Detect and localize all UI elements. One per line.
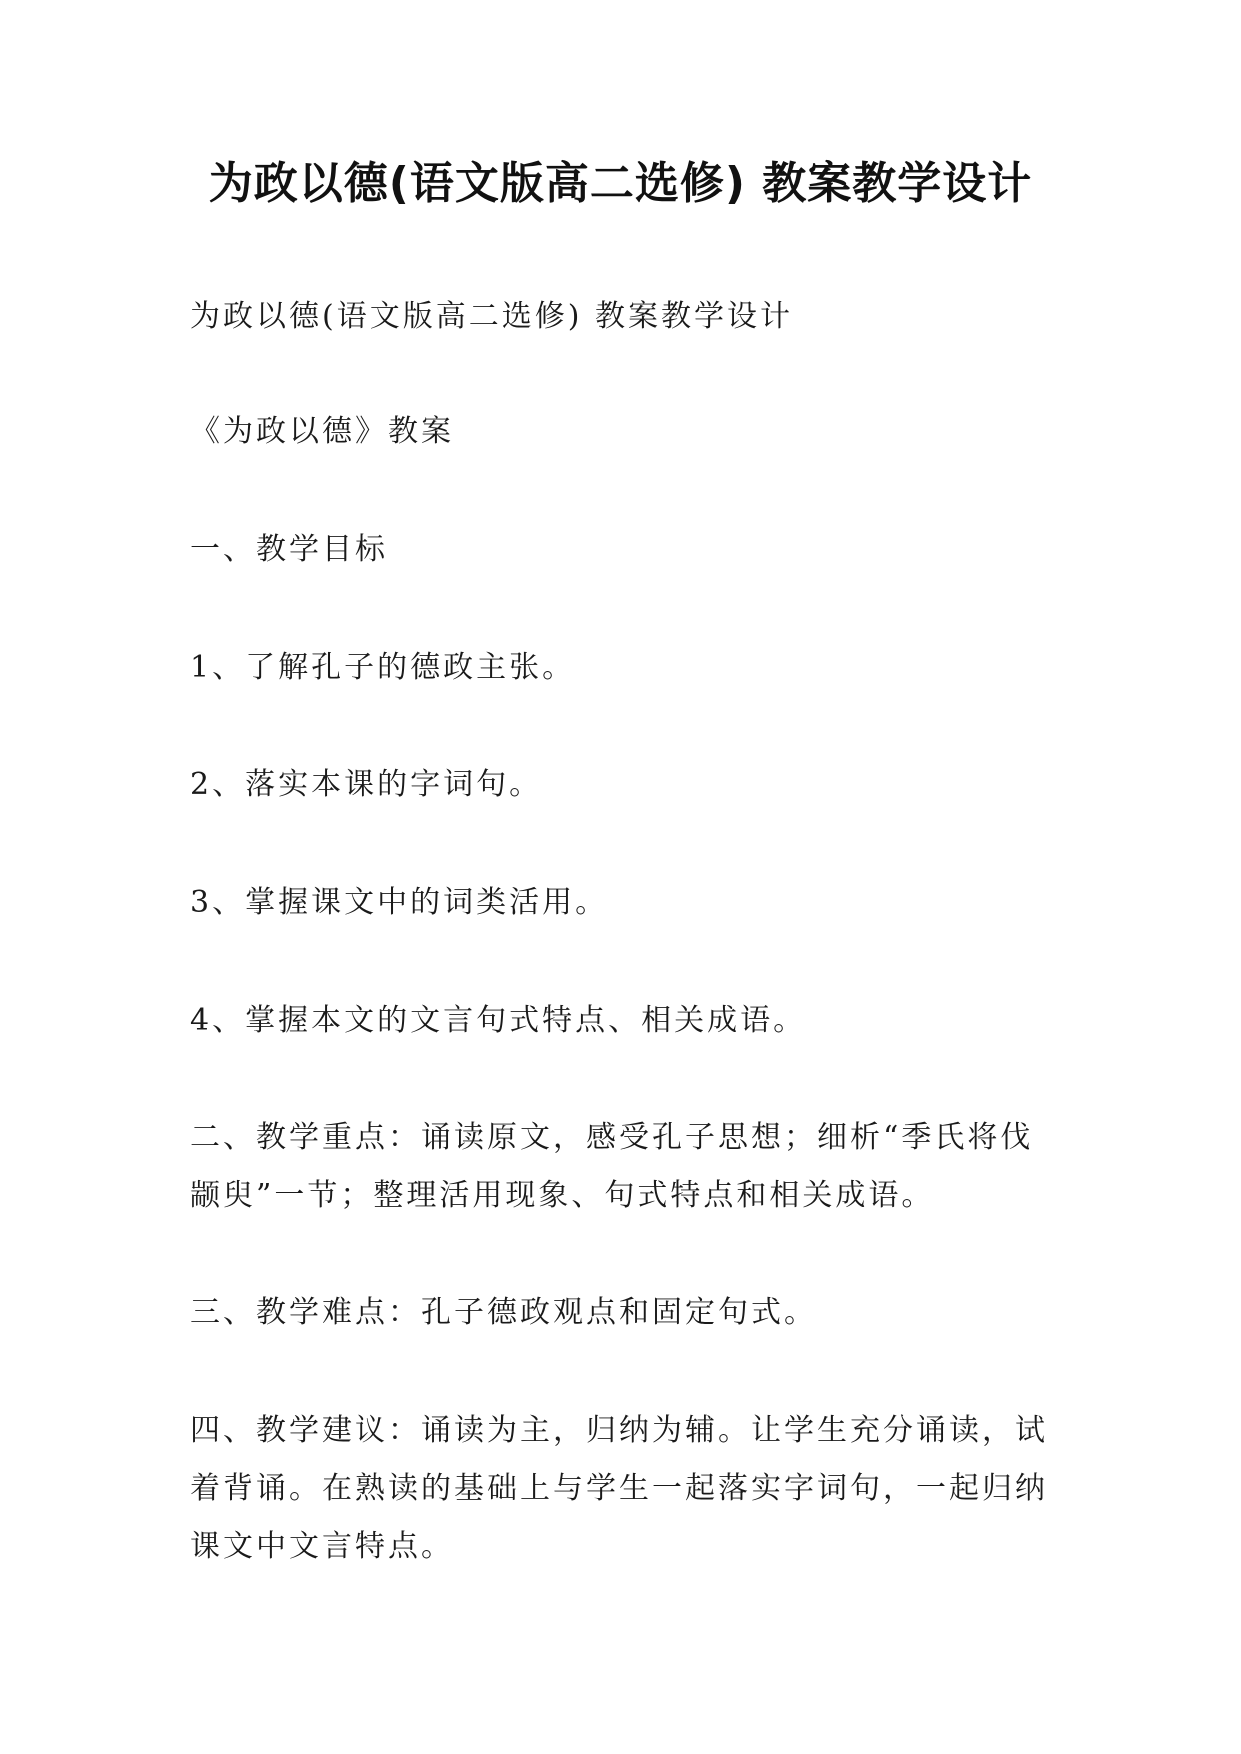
teaching-key-points: 二、教学重点：诵读原文，感受孔子思想；细析“季氏将伐颛臾”一节；整理活用现象、句式特点和相关成语。 — [190, 1120, 1034, 1213]
teaching-difficulties: 三、教学难点：孔子德政观点和固定句式。 — [190, 1295, 817, 1330]
goal-item: 3、掌握课文中的词类活用。 — [190, 885, 609, 920]
goal-item: 1、了解孔子的德政主张。 — [190, 650, 576, 685]
goal-item: 2、落实本课的字词句。 — [190, 767, 543, 802]
document-title: 为政以德(语文版高二选修) 教案教学设计 — [208, 158, 1033, 209]
teaching-suggestions: 四、教学建议：诵读为主，归纳为辅。让学生充分诵读，试着背诵。在熟读的基础上与学生一起落实字词句，一起归纳课文中文言特点。 — [190, 1413, 1048, 1564]
goal-item: 4、掌握本文的文言句式特点、相关成语。 — [190, 1003, 807, 1038]
lesson-plan-heading: 《为政以德》教案 — [190, 414, 454, 449]
subtitle-line: 为政以德(语文版高二选修) 教案教学设计 — [190, 299, 793, 334]
section-heading-goals: 一、教学目标 — [190, 532, 388, 567]
